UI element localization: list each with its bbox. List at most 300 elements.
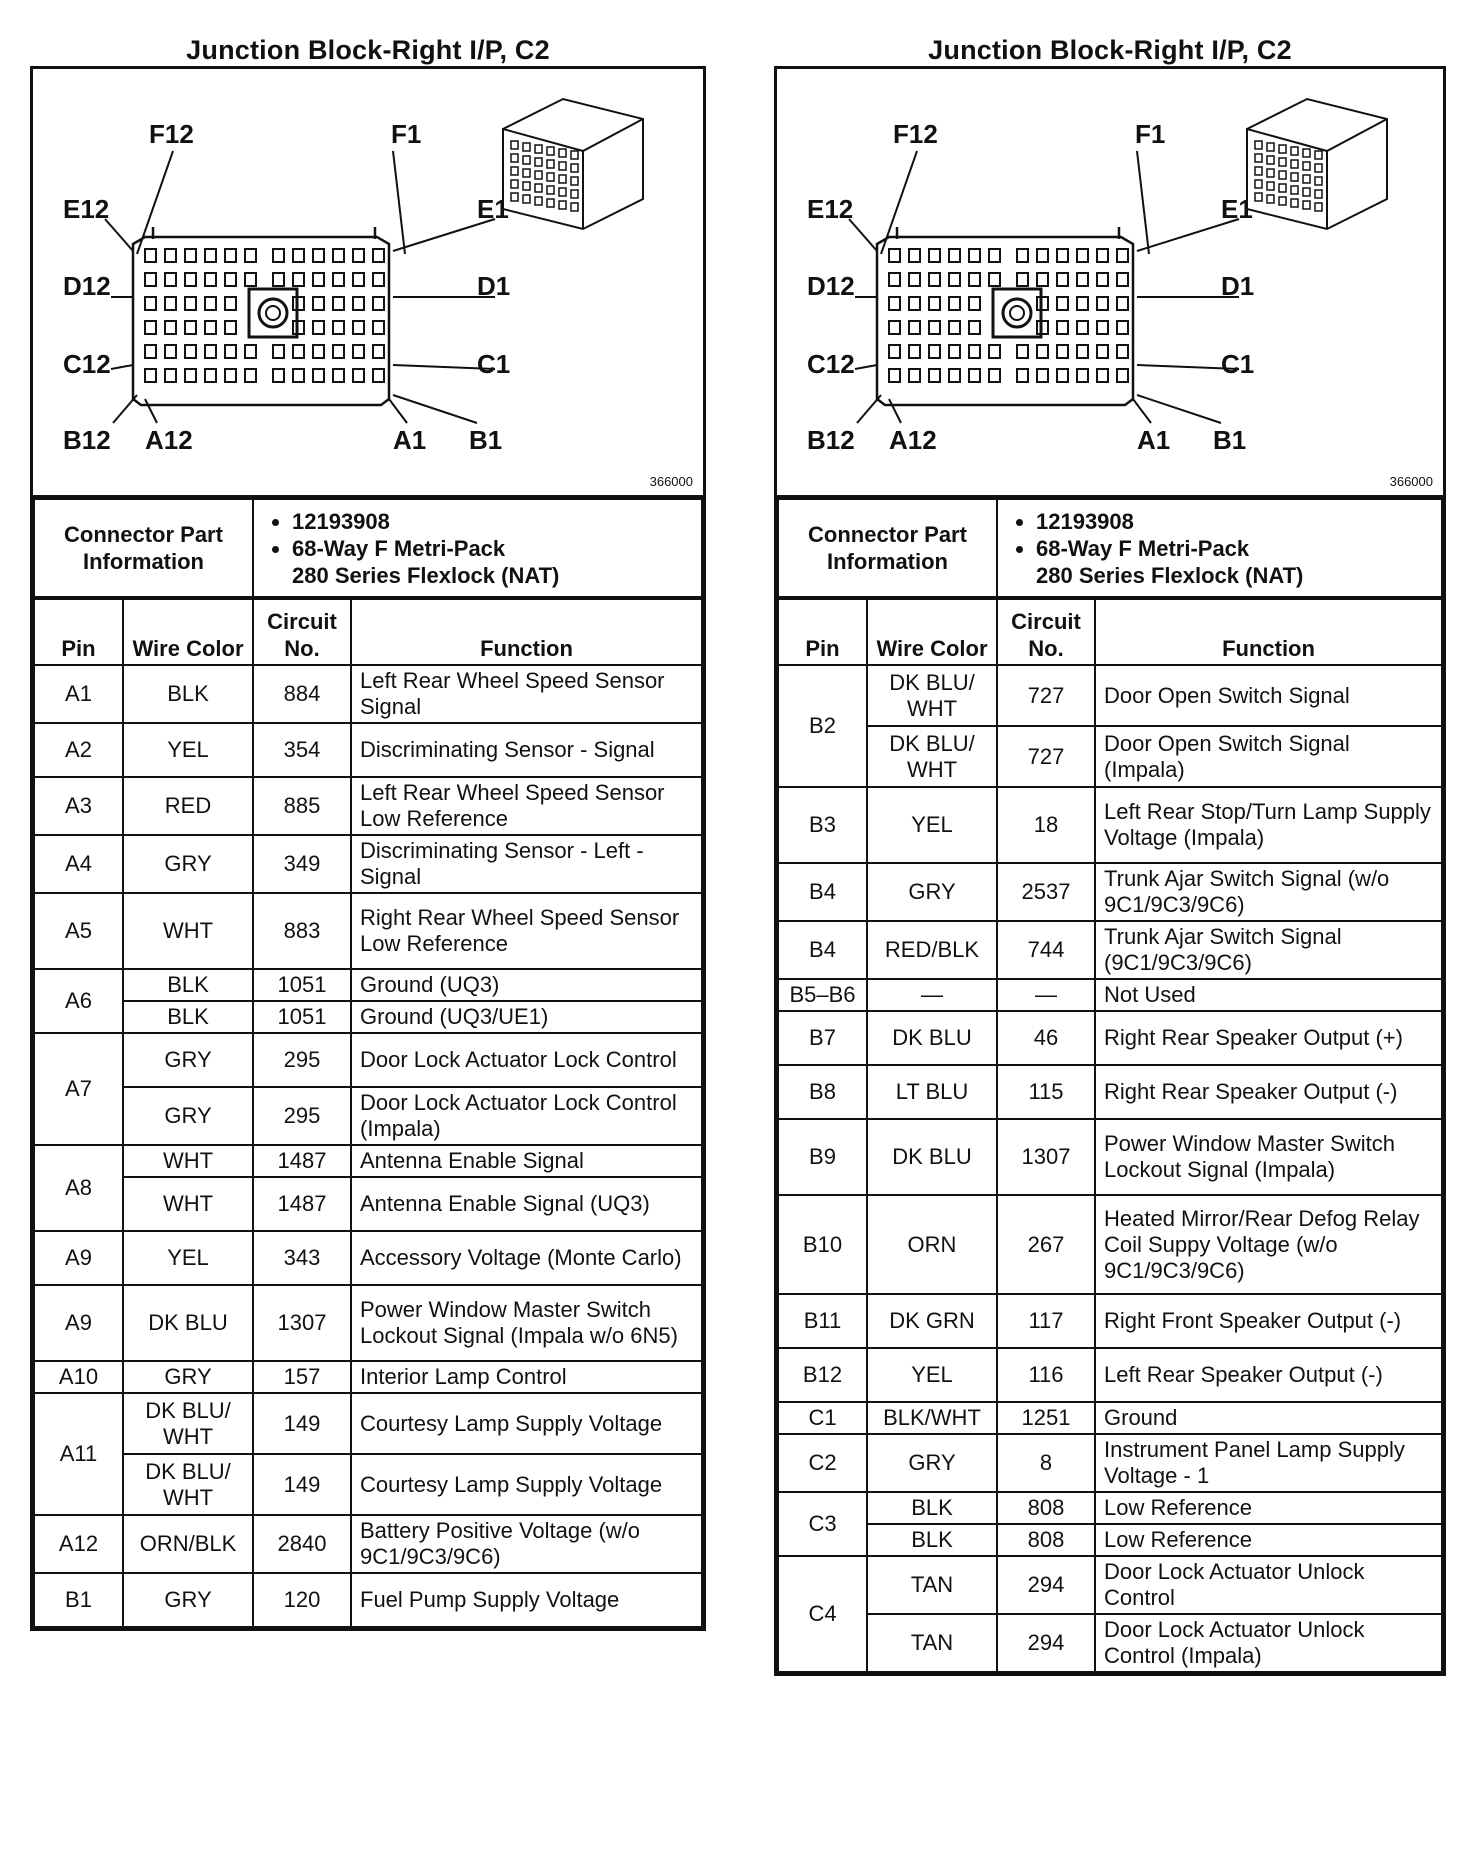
iso-cavity [523, 169, 530, 177]
cavity [909, 249, 920, 262]
circuit-cell: 46 [997, 1011, 1095, 1065]
function-cell: Courtesy Lamp Supply Voltage [351, 1454, 702, 1515]
table-row [778, 787, 1442, 863]
cavity [273, 273, 284, 286]
cavity-label-b1: B1 [469, 425, 503, 455]
cavity-label-d12: D12 [807, 271, 855, 301]
cavity [145, 297, 156, 310]
circuit-cell: 808 [997, 1524, 1095, 1556]
cavity [889, 249, 900, 262]
iso-cavity [1291, 199, 1298, 207]
connector-isometric-icon [503, 99, 643, 229]
pin-cell: B2 [778, 665, 867, 787]
pin-cell: B7 [778, 1011, 867, 1065]
cavity [373, 321, 384, 334]
pin-cell: B1 [34, 1573, 123, 1627]
table-row [778, 1011, 1442, 1065]
cavity [1077, 297, 1088, 310]
function-cell: Door Lock Actuator Unlock Control [1095, 1556, 1442, 1614]
cavity [969, 345, 980, 358]
cavity [1037, 273, 1048, 286]
iso-cavity [1291, 147, 1298, 155]
table-row [34, 777, 702, 835]
circuit-cell: 2537 [997, 863, 1095, 921]
cavity [205, 369, 216, 382]
cavity [353, 321, 364, 334]
table-row [778, 1492, 1442, 1524]
cavity [145, 321, 156, 334]
cavity [273, 345, 284, 358]
connector-info-values [253, 499, 702, 597]
function-cell: Door Open Switch Signal [1095, 665, 1442, 726]
leader-line [111, 365, 133, 369]
iso-cavity [1303, 162, 1310, 170]
iso-cavity [1267, 156, 1274, 164]
iso-cavity [559, 149, 566, 157]
cavity [225, 369, 236, 382]
cavity [889, 345, 900, 358]
table-row [34, 1231, 702, 1285]
illustration-number: 366000 [649, 474, 693, 489]
cavity-label-e12: E12 [807, 194, 854, 224]
leader-line [393, 395, 477, 423]
cavity [989, 273, 1000, 286]
leader-line [113, 395, 137, 423]
iso-cavity [1255, 167, 1262, 175]
wire-color-cell: DK BLU/ WHT [867, 665, 997, 726]
cavity [1037, 369, 1048, 382]
function-cell: Low Reference [1095, 1492, 1442, 1524]
cavity [225, 345, 236, 358]
cavity [989, 249, 1000, 262]
cavity-label-f1: F1 [1135, 119, 1166, 149]
function-cell: Interior Lamp Control [351, 1361, 702, 1393]
function-cell: Trunk Ajar Switch Signal (w/o 9C1/9C3/9C6) [1095, 863, 1442, 921]
cavity [145, 369, 156, 382]
cavity-label-e1: E1 [477, 194, 509, 224]
wire-color-cell: WHT [123, 893, 253, 969]
cavity [1077, 369, 1088, 382]
function-cell: Instrument Panel Lamp Supply Voltage - 1 [1095, 1434, 1442, 1492]
left-panel [30, 0, 706, 1631]
iso-cavity [1255, 154, 1262, 162]
pin-cell: A11 [34, 1393, 123, 1515]
cavity-label-d12: D12 [63, 271, 111, 301]
connector-diagram [33, 69, 703, 498]
cavity [1037, 249, 1048, 262]
connector-info [777, 498, 1443, 598]
leader-line [881, 151, 917, 254]
table-row [778, 1524, 1442, 1556]
cavity [245, 249, 256, 262]
pin-cell: B9 [778, 1119, 867, 1195]
cavity [909, 321, 920, 334]
iso-cavity [523, 195, 530, 203]
iso-cavity [1315, 164, 1322, 172]
table-row [778, 665, 1442, 726]
wire-color-cell: BLK [123, 665, 253, 723]
table-row [778, 1294, 1442, 1348]
table-row [34, 1515, 702, 1573]
wire-color-cell: DK BLU [867, 1011, 997, 1065]
center-bolt-hole [266, 306, 280, 320]
cavity [293, 249, 304, 262]
circuit-cell: 116 [997, 1348, 1095, 1402]
function-cell: Accessory Voltage (Monte Carlo) [351, 1231, 702, 1285]
cavity [333, 321, 344, 334]
wire-color-cell: TAN [867, 1614, 997, 1672]
iso-edges [503, 119, 643, 229]
table-row [778, 1119, 1442, 1195]
panel-frame [774, 66, 1446, 1676]
cavity [225, 273, 236, 286]
circuit-cell: 295 [253, 1087, 351, 1145]
cavity-label-f12: F12 [149, 119, 194, 149]
leader-line [857, 395, 881, 423]
function-cell: Right Rear Speaker Output (+) [1095, 1011, 1442, 1065]
cavity [969, 297, 980, 310]
cavity [989, 369, 1000, 382]
cavity [225, 297, 236, 310]
circuit-cell: 149 [253, 1454, 351, 1515]
cavity [1077, 345, 1088, 358]
cavity [333, 345, 344, 358]
table-row [34, 893, 702, 969]
circuit-cell: 343 [253, 1231, 351, 1285]
wire-color-cell: LT BLU [867, 1065, 997, 1119]
cavity [353, 369, 364, 382]
cavity [1017, 273, 1028, 286]
table-row [34, 1177, 702, 1231]
header-circuit: Circuit No. [997, 599, 1095, 665]
function-cell: Right Front Speaker Output (-) [1095, 1294, 1442, 1348]
cavity [145, 273, 156, 286]
iso-cavity [1267, 169, 1274, 177]
wire-color-cell: — [867, 979, 997, 1011]
iso-cavity [1255, 141, 1262, 149]
function-cell: Door Lock Actuator Lock Control (Impala) [351, 1087, 702, 1145]
cavity [1097, 369, 1108, 382]
leader-line [1133, 399, 1151, 423]
wire-color-cell: GRY [123, 835, 253, 893]
cavity [969, 369, 980, 382]
wire-color-cell: RED/BLK [867, 921, 997, 979]
cavity [1077, 249, 1088, 262]
table-row [778, 979, 1442, 1011]
wire-color-cell: WHT [123, 1145, 253, 1177]
cavity [165, 249, 176, 262]
cavity [889, 273, 900, 286]
pin-cell: A5 [34, 893, 123, 969]
table-row [34, 723, 702, 777]
iso-cavity [523, 143, 530, 151]
cavity [889, 321, 900, 334]
iso-cavity [547, 160, 554, 168]
cavity [1097, 297, 1108, 310]
pin-cell: A6 [34, 969, 123, 1033]
table-row [778, 1065, 1442, 1119]
circuit-cell: 120 [253, 1573, 351, 1627]
cavity [889, 369, 900, 382]
cavity [293, 345, 304, 358]
cavity [145, 345, 156, 358]
cavity [949, 273, 960, 286]
cavity [1057, 249, 1068, 262]
function-cell: Not Used [1095, 979, 1442, 1011]
function-cell: Battery Positive Voltage (w/o 9C1/9C3/9C6) [351, 1515, 702, 1573]
iso-cavity [1279, 158, 1286, 166]
cavity [889, 297, 900, 310]
pin-cell: A9 [34, 1285, 123, 1361]
pin-cell: C1 [778, 1402, 867, 1434]
cavity [929, 273, 940, 286]
iso-cavity [1303, 149, 1310, 157]
cavity [313, 249, 324, 262]
cavity [205, 249, 216, 262]
cavity [1057, 273, 1068, 286]
function-cell: Discriminating Sensor - Left - Signal [351, 835, 702, 893]
iso-cavity [559, 162, 566, 170]
cavity [225, 321, 236, 334]
pin-cell: C2 [778, 1434, 867, 1492]
cavity [373, 369, 384, 382]
function-cell: Left Rear Wheel Speed Sensor Signal [351, 665, 702, 723]
cavity [1117, 321, 1128, 334]
circuit-cell: 883 [253, 893, 351, 969]
iso-cavity [523, 182, 530, 190]
pin-cell: A2 [34, 723, 123, 777]
cavity [929, 249, 940, 262]
wire-color-cell: BLK [123, 969, 253, 1001]
cavity [1117, 273, 1128, 286]
circuit-cell: 885 [253, 777, 351, 835]
iso-cavity [535, 197, 542, 205]
iso-edges [1247, 119, 1387, 229]
cavity [313, 273, 324, 286]
function-cell: Fuel Pump Supply Voltage [351, 1573, 702, 1627]
function-cell: Courtesy Lamp Supply Voltage [351, 1393, 702, 1454]
wire-color-cell: YEL [123, 723, 253, 777]
wire-color-cell: YEL [867, 787, 997, 863]
pin-cell: B4 [778, 921, 867, 979]
circuit-cell: 1307 [997, 1119, 1095, 1195]
leader-line [389, 399, 407, 423]
pin-cell: A10 [34, 1361, 123, 1393]
function-cell: Power Window Master Switch Lockout Signal (Impala w/o 6N5) [351, 1285, 702, 1361]
cavity [909, 297, 920, 310]
circuit-cell: 354 [253, 723, 351, 777]
circuit-cell: 267 [997, 1195, 1095, 1294]
function-cell: Ground (UQ3) [351, 969, 702, 1001]
table-row [778, 1195, 1442, 1294]
panel-title: Junction Block-Right I/P, C2 [928, 35, 1292, 65]
cavity-label-b12: B12 [807, 425, 855, 455]
connector-info [33, 498, 703, 598]
cavity [1077, 321, 1088, 334]
cavity [373, 249, 384, 262]
iso-cavity [1267, 182, 1274, 190]
function-cell: Discriminating Sensor - Signal [351, 723, 702, 777]
connector-info-label: Connector Part Information [778, 499, 997, 597]
cavity-label-f1: F1 [391, 119, 422, 149]
function-cell: Power Window Master Switch Lockout Signal (Impala) [1095, 1119, 1442, 1195]
cavity [1057, 321, 1068, 334]
wire-color-cell: BLK/WHT [867, 1402, 997, 1434]
wire-color-cell: BLK [123, 1001, 253, 1033]
leader-line [145, 399, 157, 423]
leader-line [855, 365, 877, 369]
iso-cavity [1267, 195, 1274, 203]
cavity [949, 321, 960, 334]
cavity [333, 273, 344, 286]
wire-color-cell: DK BLU [867, 1119, 997, 1195]
circuit-cell: 1051 [253, 1001, 351, 1033]
cavity [1017, 249, 1028, 262]
iso-cavity [1315, 151, 1322, 159]
cavity-label-a1: A1 [393, 425, 427, 455]
circuit-cell: 8 [997, 1434, 1095, 1492]
wire-color-cell: DK BLU/ WHT [867, 726, 997, 787]
pin-cell: A7 [34, 1033, 123, 1145]
cavity [185, 345, 196, 358]
pin-cell: B12 [778, 1348, 867, 1402]
cavity-label-d1: D1 [477, 271, 511, 301]
cavity-label-c1: C1 [1221, 349, 1255, 379]
function-cell: Door Open Switch Signal (Impala) [1095, 726, 1442, 787]
function-cell: Heated Mirror/Rear Defog Relay Coil Suppy Voltage (w/o 9C1/9C3/9C6) [1095, 1195, 1442, 1294]
iso-cavity [1315, 190, 1322, 198]
table-row [778, 863, 1442, 921]
iso-cavity [511, 193, 518, 201]
wire-color-cell: BLK [867, 1492, 997, 1524]
circuit-cell: 808 [997, 1492, 1095, 1524]
cavity [373, 297, 384, 310]
table-row [34, 665, 702, 723]
wire-color-cell: GRY [867, 1434, 997, 1492]
iso-cavity [511, 180, 518, 188]
iso-cavity [535, 184, 542, 192]
connector-info-label: Connector Part Information [34, 499, 253, 597]
pin-cell: B10 [778, 1195, 867, 1294]
wire-color-cell: YEL [123, 1231, 253, 1285]
iso-cavity [571, 190, 578, 198]
function-cell: Left Rear Wheel Speed Sensor Low Reference [351, 777, 702, 835]
cavity [909, 369, 920, 382]
cavity [949, 345, 960, 358]
cavity [205, 297, 216, 310]
pin-cell: A3 [34, 777, 123, 835]
pin-cell: B11 [778, 1294, 867, 1348]
circuit-cell: 727 [997, 665, 1095, 726]
connector-part-number: • 12193908 [292, 508, 693, 535]
cavity [353, 297, 364, 310]
cavity [313, 321, 324, 334]
cavity [225, 249, 236, 262]
cavity [929, 297, 940, 310]
leader-line [393, 151, 405, 254]
cavity [245, 345, 256, 358]
center-bolt [1003, 299, 1031, 327]
iso-cavity [571, 151, 578, 159]
cavity [929, 345, 940, 358]
iso-cavity [1267, 143, 1274, 151]
cavity [245, 369, 256, 382]
cavity-label-a12: A12 [145, 425, 193, 455]
table-row [34, 1145, 702, 1177]
function-cell: Ground [1095, 1402, 1442, 1434]
cavity [1057, 297, 1068, 310]
cavity [273, 369, 284, 382]
table-row [34, 1393, 702, 1454]
table-row [34, 1087, 702, 1145]
iso-cavity [571, 203, 578, 211]
circuit-cell: 1251 [997, 1402, 1095, 1434]
wire-color-cell: ORN [867, 1195, 997, 1294]
function-cell: Left Rear Stop/Turn Lamp Supply Voltage (Impala) [1095, 787, 1442, 863]
circuit-cell: 349 [253, 835, 351, 893]
cavity [205, 321, 216, 334]
header-wire-color: Wire Color [123, 599, 253, 665]
center-bolt-hole [1010, 306, 1024, 320]
circuit-cell: 149 [253, 1393, 351, 1454]
wire-color-cell: DK BLU/ WHT [123, 1454, 253, 1515]
function-cell: Right Rear Speaker Output (-) [1095, 1065, 1442, 1119]
iso-cavity [1291, 160, 1298, 168]
table-row [778, 726, 1442, 787]
connector-description: • 68-Way F Metri-Pack 280 Series Flexlock (NAT) [292, 535, 693, 589]
cavity [185, 321, 196, 334]
cavity [1097, 321, 1108, 334]
wire-color-cell: DK BLU/ WHT [123, 1393, 253, 1454]
connector-body [849, 151, 1239, 423]
pin-cell: C3 [778, 1492, 867, 1556]
cavity [313, 369, 324, 382]
cavity-label-e1: E1 [1221, 194, 1253, 224]
cavity [969, 321, 980, 334]
pin-cell: C4 [778, 1556, 867, 1672]
cavity [145, 249, 156, 262]
cavity [165, 369, 176, 382]
wire-color-cell: GRY [123, 1361, 253, 1393]
connector-isometric-icon [1247, 99, 1387, 229]
function-cell: Right Rear Wheel Speed Sensor Low Reference [351, 893, 702, 969]
center-bolt-housing [993, 289, 1041, 337]
circuit-cell: 2840 [253, 1515, 351, 1573]
cavity [1017, 369, 1028, 382]
iso-cavity [1255, 193, 1262, 201]
cavity [313, 345, 324, 358]
pin-cell: A1 [34, 665, 123, 723]
table-row [778, 921, 1442, 979]
cavity [373, 273, 384, 286]
cavity [1117, 249, 1128, 262]
iso-cavity [559, 175, 566, 183]
cavity [205, 273, 216, 286]
cavity [333, 369, 344, 382]
iso-cavity [535, 145, 542, 153]
wire-color-cell: GRY [123, 1087, 253, 1145]
cavity [1057, 345, 1068, 358]
connector-info-values [997, 499, 1442, 597]
iso-cavity [1303, 201, 1310, 209]
illustration-number: 366000 [1389, 474, 1433, 489]
cavity [373, 345, 384, 358]
cavity [293, 273, 304, 286]
function-cell: Left Rear Speaker Output (-) [1095, 1348, 1442, 1402]
iso-cavity [547, 186, 554, 194]
cavity [989, 345, 1000, 358]
iso-cavity [1279, 184, 1286, 192]
